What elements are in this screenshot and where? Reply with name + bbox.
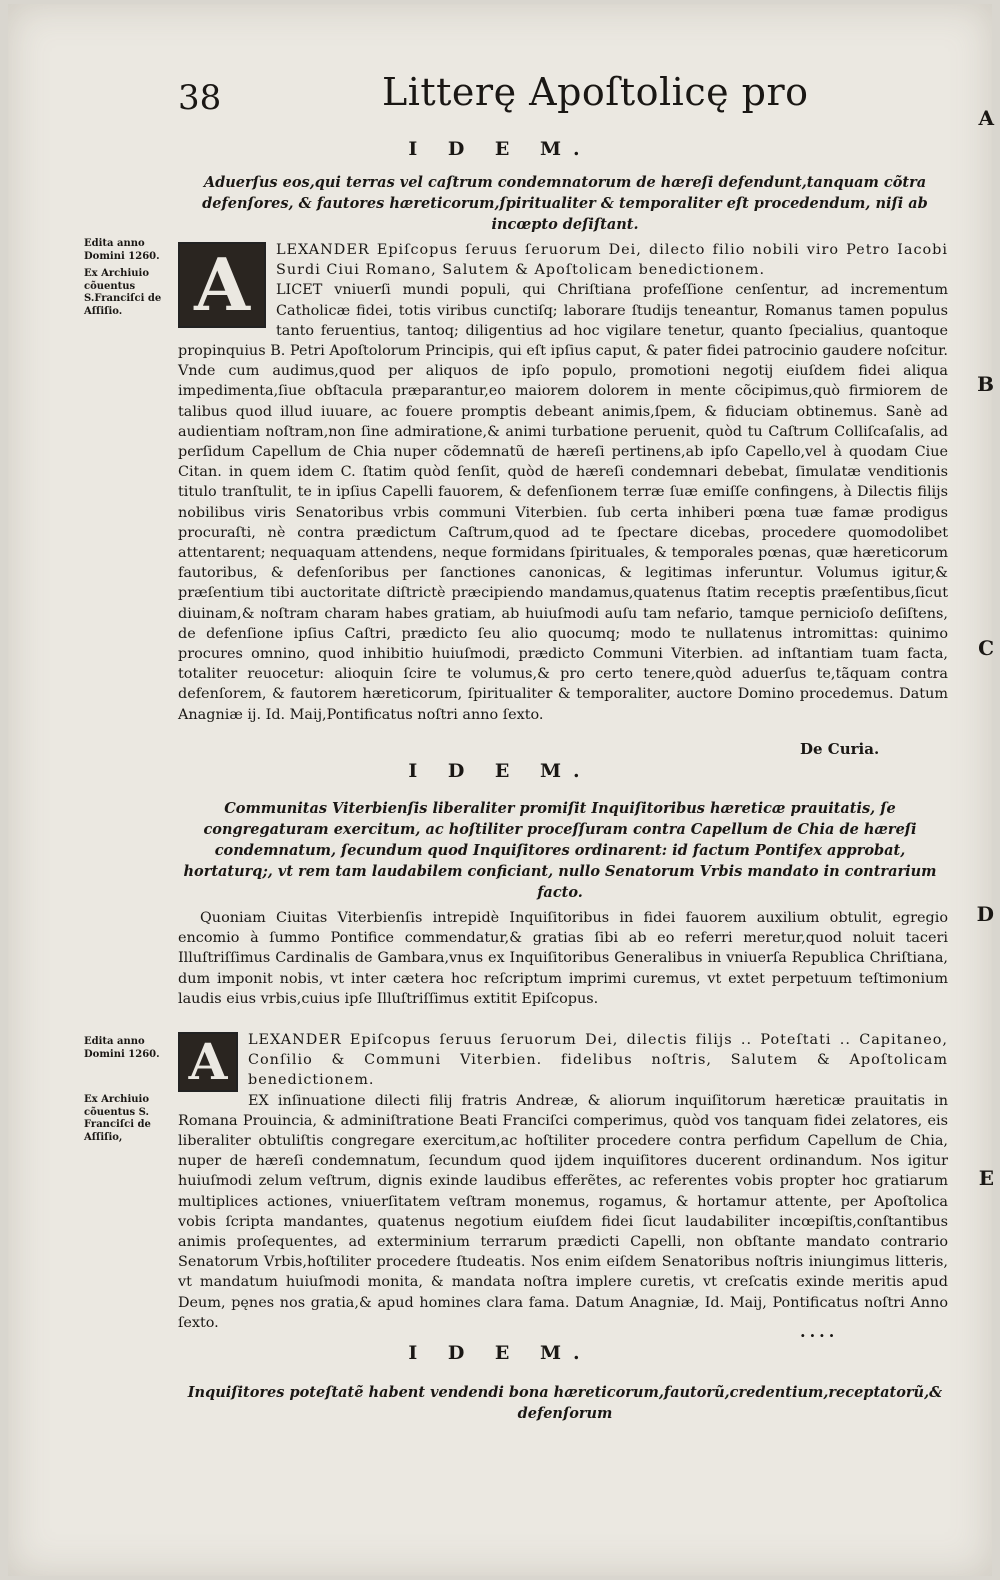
margin-letter-d: D bbox=[976, 902, 994, 926]
margin-letter-b: B bbox=[977, 372, 994, 396]
margin-letter-e: E bbox=[978, 1166, 994, 1190]
side-note-archive-1: Ex Archiuio cõuentus S.Franciſci de Aſſiſio. bbox=[84, 268, 162, 317]
side-note-edition-2: Edita anno Domini 1260. bbox=[84, 1036, 160, 1060]
page-number: 38 bbox=[178, 78, 222, 118]
letter-2-body bbox=[178, 1030, 948, 1331]
section-heading-3: I D E M. bbox=[408, 1342, 592, 1364]
preface-text: Quoniam Ciuitas Viterbienſis intrepidè Inquiſitoribus in fidei fauorem auxilium obtulit, egregio encomio à ſummo Pontifice commendatur,& gratias ſibi ab eo referri meretur,quod noluit taceri Illuſtriſſimus Cardinalis de Gambara,vnus ex Inquiſitoribus Generalibus in vniuerſa Republica Chriſtiana, dum imponit nobis, vt inter cætera hoc reſcriptum imprimi curemus, vt extet perpetuum teſtimonium laudis eius vrbis,cuius ipſe Illuſtriſſimus extitit Epiſcopus. bbox=[178, 910, 948, 1007]
side-note-archive-2: Ex Archiuio cõuentus S. Franciſci de Aſſiſio, bbox=[84, 1094, 151, 1143]
ornament-dots: .... bbox=[800, 1322, 839, 1341]
letter-1-text: LICET vniuerſi mundi populi, qui Chriſtiana profeſſione cenſentur, ad incrementum Catholicæ fidei, totis viribus cunctiſq; laborare ſtudijs teneantur, Romanus tamen populus tanto feruentius, tantoq; diligentius ad hoc vigilare tenetur, quanto ſpecialius, quantoque propinquius B. Petri Apoſtolorum Principis, qui eſt ipſius caput, & pater fidei patrocinio gaudere noſcitur. Vnde cum audimus,quod per aliquos de ipſo populo, promotioni negotij eiuſdem fidei aliqua impedimenta,ſiue obſtacula præparantur,eo maiorem dolorem in mente cõcipimus,quò firmiorem de talibus quod illud iuuare, ac fouere promptis debeant animis,ſpem, & fiduciam obtinemus. Sanè ad audientiam noſtram,non ſine admiratione,& animi turbatione peruenit, quòd tu Caſtrum Colliſcaſalis, ad perſidum Capellum de Chia nuper cõdemnatũ de hæreſi pertinens,ab ipſo Capello,vel à quodam Ciue Citan. in quem idem C. ſtatim quòd ſenſit, quòd de hæreſi condemnari debebat, ſimulatæ venditionis titulo tranſtulit, te in ipſius Capelli fauorem, & defenſionem terræ ſuæ emiſſe confingens, à Dilectis filijs nobilibus viris Senatoribus vrbis communi Viterbien. ſub certa inhiberi pœna tuæ famæ prodigus procuraſti, nè contra prædictum Caſtrum,quod ad te ſpectare dicebas, procedere quomodolibet attentarent; nequaquam attendens, neque formidans ſpirituales, & temporales pœnas, quæ hæreticorum fautoribus, & defenſoribus per ſanctiones canonicas, & legitimas inferuntur. Volumus igitur,& præſentium tibi auctoritate diſtrictè præcipiendo mandamus,quatenus ſtatim receptis præſentibus,ſicut diuinam,& noſtram charam habes gratiam, ab huiuſmodi auſu tam nefario, tamque pernicioſo deſiſtens, de defenſione ipſius Caſtri, prædicto ſeu alio quocumq; modo te nullatenus intromittas: quinimo procures omnino, quod inhibitio huiuſmodi, prædicto Communi Viterbien. ad inſtantiam tuam facta, totaliter reuocetur: alioquin ſcire te volumus,& pro certo tenere,quòd aduerſus te,tãquam contra defenſorem, & fautorem hæreticorum, ſpiritualiter & temporaliter, auctore Domino procedemus. Datum Anagniæ ij. Id. Maij,Pontificatus noſtri anno ſexto. bbox=[178, 282, 948, 723]
letter-1-opening: LEXANDER Epiſcopus ſeruus ſeruorum Dei, dilecto filio nobili viro Petro Iacobi Surdi Ciui Romano, Salutem & Apoſtolicam benedictionem. bbox=[276, 242, 948, 279]
drop-cap-2: A bbox=[178, 1032, 238, 1092]
signature-de-curia: De Curia. bbox=[800, 740, 880, 758]
letter-1-body bbox=[178, 240, 948, 742]
section-heading-1: I D E M. bbox=[408, 138, 592, 160]
margin-letter-a: A bbox=[978, 106, 994, 130]
summary-2: Communitas Viterbienſis liberaliter promiſit Inquiſitoribus hæreticæ prauitatis, ſe congregaturam exercitum, ac hoſtiliter proceſſuram contra Capellum de Chia de hæreſi condemnatum, ſecundum quod Inquiſitores ordinarent: id factum Pontifex approbat, hortaturq;, vt rem tam laudabilem conficiant, nullo Senatorum Vrbis mandato in contrarium facto. bbox=[183, 800, 937, 901]
letter-2-opening: LEXANDER Epiſcopus ſeruus ſeruorum Dei, dilectis filijs .. Poteſtati .. Capitaneo, Conſilio & Communi Viterbien. fidelibus noſtris, Salutem & Apoſtolicam benedictionem. bbox=[248, 1032, 948, 1089]
running-title: Litterę Apoſtolicę pro bbox=[382, 70, 809, 114]
side-note-edition-1: Edita anno Domini 1260. bbox=[84, 238, 160, 262]
section-heading-2: I D E M. bbox=[408, 760, 592, 782]
preface-paragraph bbox=[178, 908, 948, 1009]
summary-1: Aduerſus eos,qui terras vel caſtrum condemnatorum de hæreſi defendunt,tanquam cõtra defenſores, & fautores hæreticorum,ſpiritualiter & temporaliter eſt procedendum, niſi ab incœpto deſiſtant. bbox=[202, 174, 928, 233]
summary-3: Inquiſitores poteſtatẽ habent vendendi bona hæreticorum,fautorũ,credentium,receptatorũ,& defenſorum bbox=[187, 1384, 943, 1422]
margin-letter-c: C bbox=[978, 636, 994, 660]
letter-2-text: EX inſinuatione dilecti filij fratris Andreæ, & aliorum inquiſitorum hæreticæ prauitatis in Romana Prouincia, & adminiſtratione Beati Franciſci comperimus, quòd vos tanquam fidei zelatores, eis liberaliter obtuliſtis congregare exercitum,ac hoſtiliter procedere contra perfidum Capellum de Chia, nuper de hæreſi condemnatum, ſecundum quod ijdem inquiſitores ducerent ordinandum. Nos igitur huiuſmodi zelum veſtrum, dignis exinde laudibus efferẽtes, ac referentes vobis propter hoc gratiarum multiplices actiones, vniuerſitatem veſtram monemus, rogamus, & hortamur attente, per Apoſtolica vobis ſcripta mandantes, quatenus negotium eiuſdem fidei ſicut laudabiliter incœpiſtis,conſtantibus animis proſequentes, ad exterminium terrarum prædicti Capelli, non obſtante mandato contrario Senatorum Vrbis,hoſtiliter procedere ſtudeatis. Nos enim eiſdem Senatoribus noſtris iniungimus litteris, vt mandatum huiuſmodi monita, & mandata noſtra implere curetis, vt creſcatis exinde meritis apud Deum, pęnes nos gratia,& apud homines clara fama. Datum Anagniæ, Id. Maij, Pontificatus noſtri Anno ſexto. bbox=[178, 1092, 948, 1331]
drop-cap-1: A bbox=[178, 242, 266, 328]
